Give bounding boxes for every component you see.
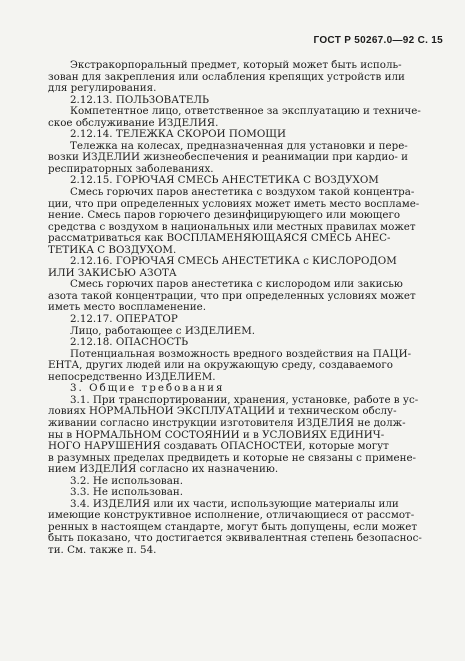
text-line: Потенциальная возможность вредного воздействия на ПАЦИ-: [70, 348, 412, 360]
text-line: Смесь горючих паров анестетика с кислородом или закисью: [70, 279, 403, 291]
text-line: ское обслуживание ИЗДЕЛИЯ.: [48, 117, 219, 129]
text-line: 2.12.14. ТЕЛЕЖКА СКОРОЙ ПОМОЩИ: [70, 129, 286, 141]
text-line: 3. Общие требования: [70, 383, 225, 395]
text-line: Экстракорпоральный предмет, который может быть исполь-: [70, 60, 402, 71]
text-line: живании согласно инструкции изготовителя ИЗДЕЛИЯ не долж-: [48, 417, 406, 429]
text-line: для регулирования.: [48, 83, 157, 95]
text-line: 2.12.18. ОПАСНОСТЬ: [70, 337, 189, 349]
text-line: ренных в настоящем стандарте, могут быть допущены, если может: [48, 521, 418, 533]
text-line: в разумных пределах предвидеть и которые не связаны с примене-: [48, 452, 417, 464]
text-line: Лицо, работающее с ИЗДЕЛИЕМ.: [70, 325, 256, 337]
text-line: ны в НОРМАЛЬНОМ СОСТОЯНИИ и в УСЛОВИЯХ ЕДИНИЧ-: [48, 429, 385, 441]
text-line: ловиях НОРМАЛЬНОЙ ЭКСПЛУАТАЦИИ и техническом обслу-: [48, 406, 397, 418]
text-line: возки ИЗДЕЛИЙ жизнеобеспечения и реанимации при кардио- и: [48, 152, 409, 164]
text-line: имеющие конструктивное исполнение, отличающиеся от рассмот-: [48, 510, 415, 522]
text-line: зован для закрепления или ослабления крепящих устройств или: [48, 71, 405, 83]
text-line: ции, что при определенных условиях может иметь место воспламе-: [48, 198, 420, 210]
text-line: азота такой концентрации, что при определенных условиях может: [48, 290, 416, 302]
text-line: 2.12.13. ПОЛЬЗОВАТЕЛЬ: [70, 94, 209, 106]
text-line: средства с воздухом в национальных или местных правилах может: [48, 221, 416, 233]
text-line: 3.2. Не использован.: [70, 475, 183, 487]
text-line: 2.12.17. ОПЕРАТОР: [70, 314, 178, 326]
text-line: ТЕТИКА С ВОЗДУХОМ.: [48, 244, 177, 256]
text-line: Смесь горючих паров анестетика с воздухом такой концентра-: [70, 187, 415, 199]
text-line: ти. См. также п. 54.: [48, 544, 157, 556]
text-line: 3.1. При транспортировании, хранения, установке, работе в ус-: [70, 394, 419, 406]
text-line: 3.3. Не использован.: [70, 487, 183, 499]
text-line: иметь место воспламенение.: [48, 302, 207, 314]
text-line: НОГО НАРУШЕНИЯ создавать ОПАСНОСТЕЙ, которые могут: [48, 441, 389, 453]
text-line: Компетентное лицо, ответственное за эксплуатацию и техниче-: [70, 106, 421, 118]
text-line: 2.12.15. ГОРЮЧАЯ СМЕСЬ АНЕСТЕТИКА С ВОЗДУХОМ: [70, 175, 379, 187]
text-line: Тележка на колесах, предназначенная для установки и пере-: [70, 140, 408, 152]
text-line: 2.12.16. ГОРЮЧАЯ СМЕСЬ АНЕСТЕТИКА с КИСЛОРОДОМ: [70, 256, 397, 268]
text-line: 3.4. ИЗДЕЛИЯ или их части, использующие материалы или: [70, 498, 399, 510]
body-text: [48, 60, 430, 557]
text-line: ЕНТА, других людей или на окружающую среду, создаваемого: [48, 360, 393, 372]
text-line: ИЛИ ЗАКИСЬЮ АЗОТА: [48, 267, 177, 279]
text-line: нение. Смесь паров горючего дезинфицирующего или моющего: [48, 210, 401, 222]
text-line: рассматриваться как ВОСПЛАМЕНЯЮЩАЯСЯ СМЕСЬ АНЕС-: [48, 233, 391, 245]
text-line: непосредственно ИЗДЕЛИЕМ.: [48, 371, 216, 383]
text-line: респираторных заболеваниях.: [48, 163, 214, 175]
text-line: нием ИЗДЕЛИЯ согласно их назначению.: [48, 464, 279, 476]
text-line: быть показано, что достигается эквивалентная степень безопаснос-: [48, 533, 422, 545]
page-header: ГОСТ Р 50267.0—92 С. 15: [313, 35, 443, 46]
